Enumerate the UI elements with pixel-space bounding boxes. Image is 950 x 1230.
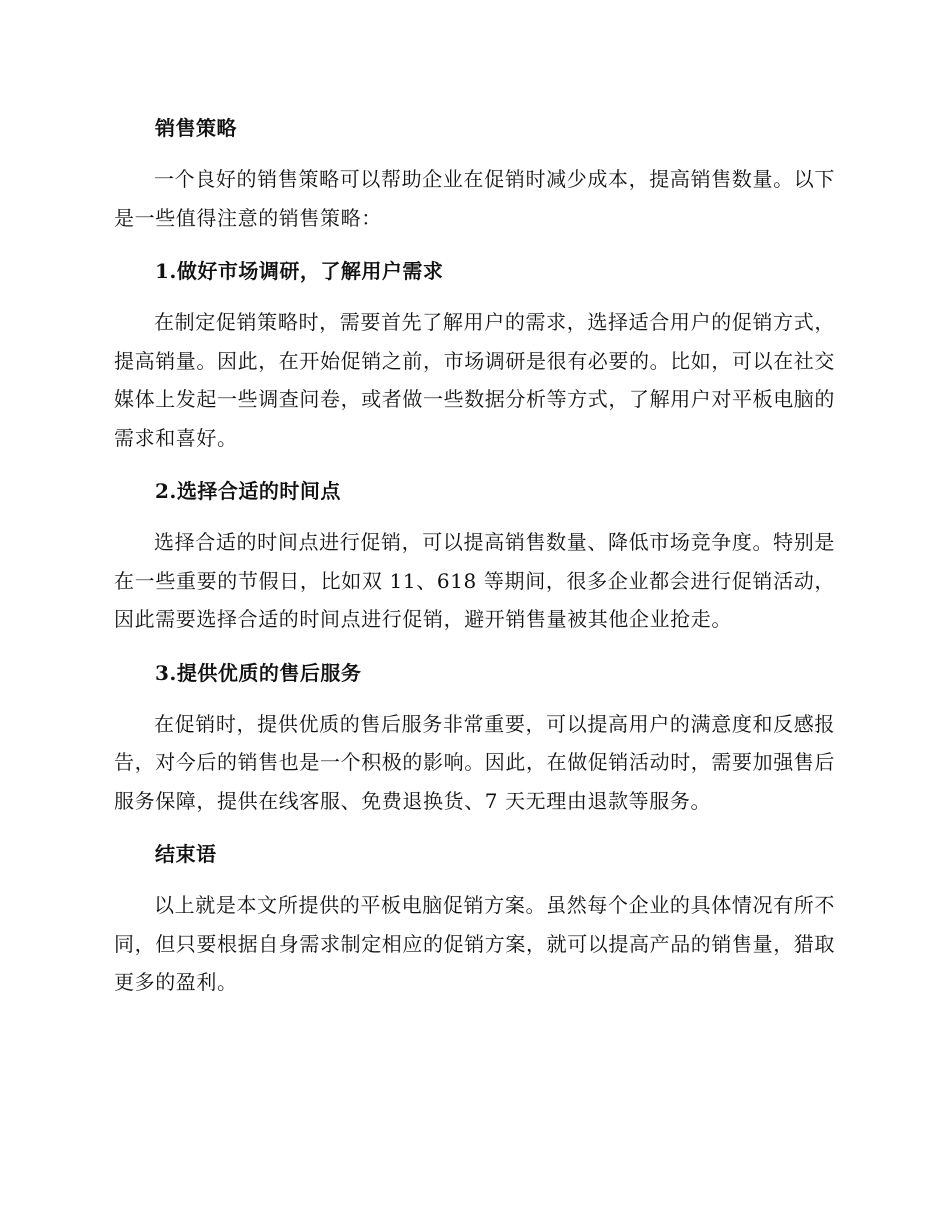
heading-conclusion: 结束语 <box>155 842 217 866</box>
paragraph-market-research: 在制定促销策略时，需要首先了解用户的需求，选择适合用户的促销方式，提高销量。因此，在开始促销之前，市场调研是很有必要的。比如，可以在社交媒体上发起一些调查问卷，或者做一些数据分析等方式，了解用户对平板电脑的需求和喜好。 <box>114 310 835 450</box>
heading-market-research: 1.做好市场调研，了解用户需求 <box>155 259 444 283</box>
paragraph-timing: 选择合适的时间点进行促销，可以提高销售数量、降低市场竞争度。特别是在一些重要的节假日，比如双 11、618 等期间，很多企业都会进行促销活动，因此需要选择合适的时间点进行促销，避开销售量被其他企业抢走。 <box>114 530 835 631</box>
paragraph-sales-strategy: 一个良好的销售策略可以帮助企业在促销时减少成本，提高销售数量。以下是一些值得注意的销售策略： <box>114 167 835 230</box>
paragraph-after-sales: 在促销时，提供优质的售后服务非常重要，可以提高用户的满意度和反感报告，对今后的销售也是一个积极的影响。因此，在做促销活动时，需要加强售后服务保障，提供在线客服、免费退换货、7 天无理由退款等服务。 <box>114 711 835 813</box>
heading-timing: 2.选择合适的时间点 <box>155 479 341 503</box>
paragraph-conclusion: 以上就是本文所提供的平板电脑促销方案。虽然每个企业的具体情况有所不同，但只要根据自身需求制定相应的促销方案，就可以提高产品的销售量，猎取更多的盈利。 <box>114 893 835 994</box>
heading-after-sales: 3.提供优质的售后服务 <box>155 660 362 685</box>
heading-sales-strategy: 销售策略 <box>155 116 237 140</box>
